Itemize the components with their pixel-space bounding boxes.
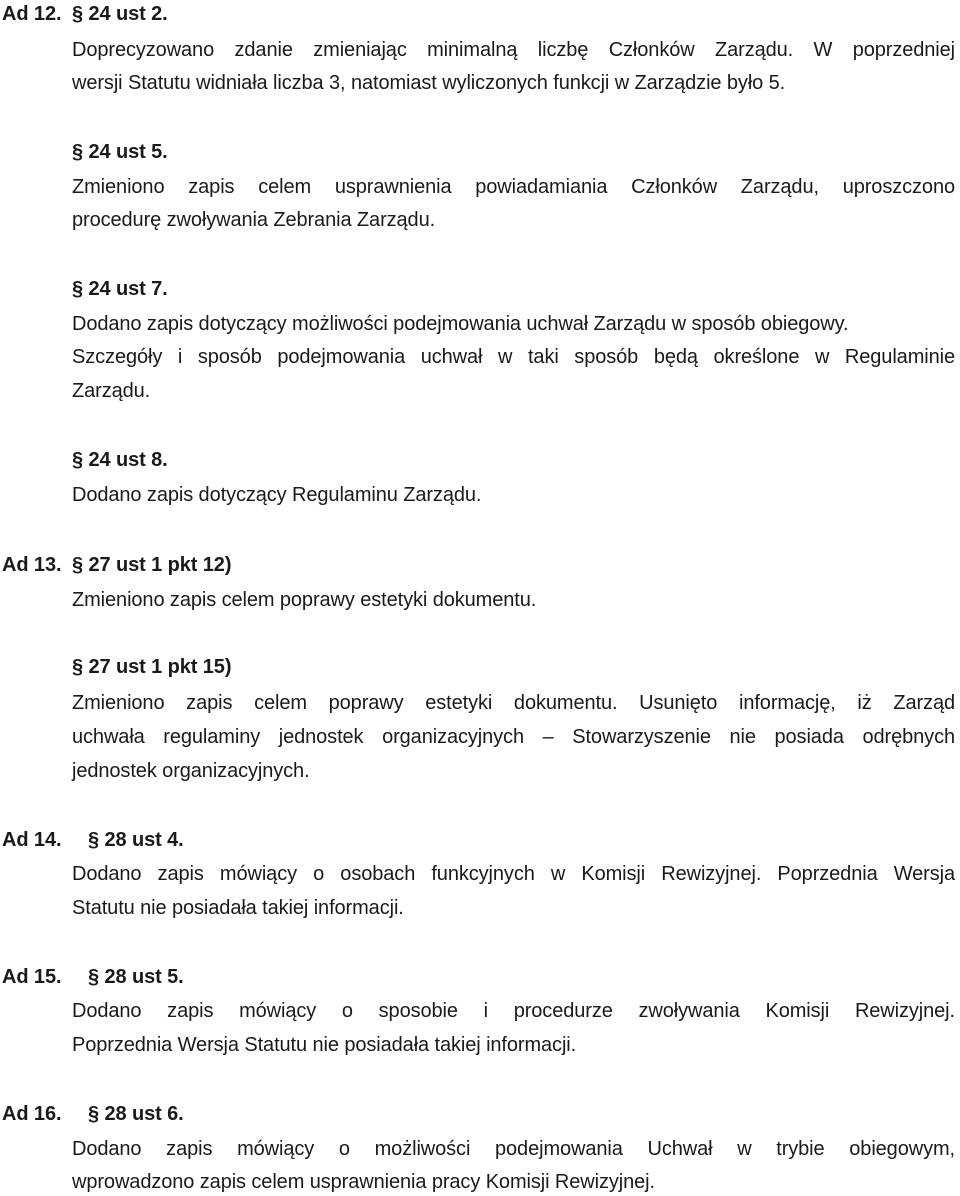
paragraph-text-line: Statutu nie posiadała takiej informacji.: [72, 897, 404, 919]
paragraph-text-line: Zmieniono zapis celem usprawnienia powiadamiania Członków Zarządu, uproszczono: [72, 176, 955, 198]
paragraph-text-line: jednostek organizacyjnych.: [72, 760, 310, 782]
ad-label: Ad 14.: [2, 829, 62, 851]
paragraph-ref: § 24 ust 7.: [72, 278, 168, 300]
paragraph-text-line: Zarządu.: [72, 380, 151, 402]
paragraph-ref: § 24 ust 5.: [72, 141, 168, 163]
paragraph-text-line: Zmieniono zapis celem poprawy estetyki dokumentu.: [72, 589, 537, 611]
ad-label: Ad 13.: [2, 554, 62, 576]
paragraph-ref: § 28 ust 4.: [88, 829, 184, 851]
paragraph-ref: § 27 ust 1 pkt 12): [72, 554, 232, 576]
paragraph-ref: § 24 ust 2.: [72, 3, 168, 25]
paragraph-text-line: Dodano zapis mówiący o sposobie i procedurze zwoływania Komisji Rewizyjnej.: [72, 1000, 955, 1022]
paragraph-text-line: wprowadzono zapis celem usprawnienia pracy Komisji Rewizyjnej.: [72, 1171, 655, 1193]
ad-label: Ad 16.: [2, 1103, 62, 1125]
paragraph-ref: § 24 ust 8.: [72, 449, 168, 471]
paragraph-text-line: Doprecyzowano zdanie zmieniając minimalną liczbę Członków Zarządu. W poprzedniej: [72, 39, 955, 61]
paragraph-text-line: Poprzednia Wersja Statutu nie posiadała takiej informacji.: [72, 1034, 577, 1056]
paragraph-text-line: procedurę zwoływania Zebrania Zarządu.: [72, 209, 436, 231]
ad-label: Ad 15.: [2, 966, 62, 988]
paragraph-ref: § 28 ust 6.: [88, 1103, 184, 1125]
paragraph-text-line: Dodano zapis mówiący o osobach funkcyjnych w Komisji Rewizyjnej. Poprzednia Wersja: [72, 863, 955, 885]
paragraph-text-line: uchwała regulaminy jednostek organizacyjnych – Stowarzyszenie nie posiada odrębnych: [72, 726, 955, 748]
paragraph-ref: § 27 ust 1 pkt 15): [72, 656, 232, 678]
paragraph-text-line: wersji Statutu widniała liczba 3, natomiast wyliczonych funkcji w Zarządzie było 5.: [72, 72, 786, 94]
paragraph-ref: § 28 ust 5.: [88, 966, 184, 988]
paragraph-text-line: Dodano zapis dotyczący możliwości podejmowania uchwał Zarządu w sposób obiegowy.: [72, 313, 849, 335]
paragraph-text-line: Zmieniono zapis celem poprawy estetyki dokumentu. Usunięto informację, iż Zarząd: [72, 692, 955, 714]
ad-label: Ad 12.: [2, 3, 62, 25]
paragraph-text-line: Dodano zapis dotyczący Regulaminu Zarządu.: [72, 484, 482, 506]
paragraph-text-line: Dodano zapis mówiący o możliwości podejmowania Uchwał w trybie obiegowym,: [72, 1138, 955, 1160]
paragraph-text-line: Szczegóły i sposób podejmowania uchwał w taki sposób będą określone w Regulaminie: [72, 346, 955, 368]
